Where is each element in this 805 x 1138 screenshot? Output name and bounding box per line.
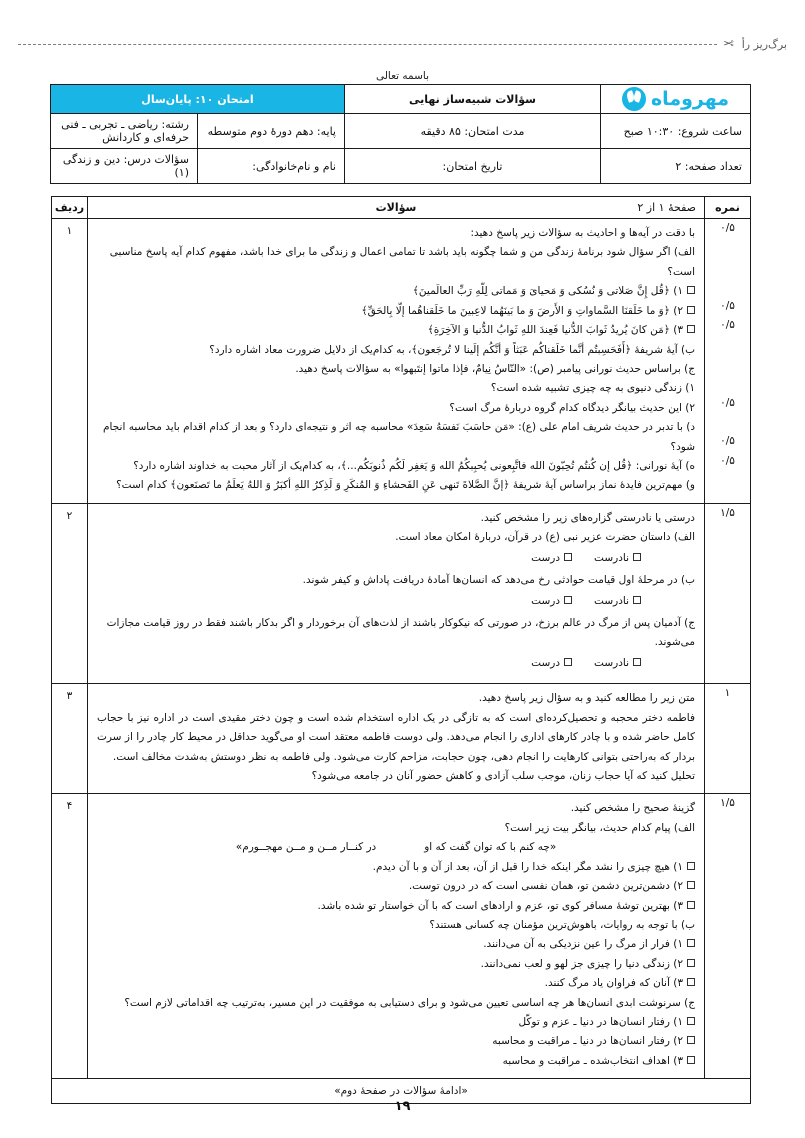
q4-part-a: الف) پیام کدام حدیث، بیانگر بیت زیر است؟	[504, 821, 695, 834]
marks-q2	[705, 503, 751, 683]
publisher-logo	[601, 85, 751, 114]
q1-part-f: و) مهم‌ترین فایدهٔ نماز براساس آیهٔ شریفهٔ ﴿إنَّ الصَّلاةَ تَنهی عَنِ الفَحشاءِ وَ المُنکَرِ وَ لَذِکرُ اللهِ أکبَرُ وَ اللهُ یَعلَمُ ما تَصنَعون﴾ کدام است؟	[116, 479, 695, 492]
poem-hemistich-2: در کنــار مــن و مــن مهجــورم»	[235, 841, 377, 854]
marks-q4	[705, 794, 751, 1079]
q4-a-option-1[interactable]	[97, 858, 695, 877]
mark-line	[705, 277, 750, 296]
q2-statement-c: ج) آدمیان پس از مرگ در عالم برزخ، در صورتی که نیکوکار باشند از لذت‌های آن برخوردار و اگر بدکار باشند فقط در روز قیامت مجازات می‌شوند.	[106, 617, 695, 649]
checkbox-icon[interactable]	[687, 881, 695, 889]
q4-a-option-2[interactable]	[97, 877, 695, 896]
label-true: درست	[531, 594, 561, 607]
butterfly-icon	[622, 87, 646, 111]
q1-option-2[interactable]	[97, 302, 695, 321]
option-text: دشمن‌ترین دشمن تو، همان نفسی است که در درون توست.	[408, 880, 670, 893]
q3-question: تحلیل کنید که آیا حجاب زنان، موجب سلب آزادی و کاهش حضور آنان در جامعه می‌شود؟	[311, 769, 695, 782]
option-number: ۲)	[673, 1035, 683, 1048]
mark-line: ۰/۵	[720, 299, 735, 312]
checkbox-icon[interactable]	[564, 596, 572, 604]
option-text: فرار از مرگ را عین نزدیکی به آن می‌دانند.	[483, 938, 670, 951]
checkbox-icon[interactable]	[687, 978, 695, 986]
q4-part-b: ب) با توجه به روایات، باهوش‌ترین مؤمنان چه کسانی هستند؟	[429, 918, 695, 931]
checkbox-icon[interactable]	[564, 658, 572, 666]
q2-tf-a[interactable]	[97, 549, 695, 568]
poem-hemistich-1: «چه کنم با که توان گفت که او	[424, 841, 557, 854]
label-true: درست	[531, 551, 561, 564]
start-time: ساعت شروع: ۱۰:۳۰ صبح	[601, 114, 751, 149]
marks-q1	[705, 219, 751, 504]
q4-a-option-3[interactable]	[97, 897, 695, 916]
q1-part-e: ه) آیهٔ نورانی: ﴿قُل إن کُنتُم تُحِبّونَ الله فاتَّبِعونی یُحبِبکُمُ الله وَ یَغفِر لَکُم ذُنوبَکُم...﴾، به کدام‌یک از آثار محبت به خداوند اشاره دارد؟	[133, 460, 695, 473]
checkbox-icon[interactable]	[564, 553, 572, 561]
subject-name: سؤالات درس: دین و زندگی (۱)	[51, 149, 198, 184]
question-body-2	[88, 503, 705, 683]
option-number: ۳)	[673, 977, 683, 990]
q1-option-3[interactable]	[97, 321, 695, 340]
dashed-rule	[18, 44, 717, 45]
mark-line: ۱/۵	[720, 506, 735, 519]
exam-type: سؤالات شبیه‌ساز نهایی	[345, 85, 601, 114]
question-number-4: ۴	[52, 794, 88, 1079]
continue-note: «ادامهٔ سؤالات در صفحهٔ دوم»	[52, 1079, 751, 1104]
q1-part-b: ب) آیهٔ شریفهٔ ﴿أَفَحَسِبتُم أنَّما خَلَقناکُم عَبَثاً وَ أنَّکُم إلَینا لا تُرجَعون﴾، به کدام‌یک از دلایل ضرورت معاد اشاره دارد؟	[209, 343, 695, 356]
checkbox-icon[interactable]	[687, 939, 695, 947]
option-number: ۳)	[673, 899, 683, 912]
mark-line	[705, 374, 750, 393]
option-text: اهداف انتخاب‌شده ـ مراقبت و محاسبه	[502, 1054, 670, 1067]
q4-c-option-3[interactable]	[97, 1052, 695, 1071]
checkbox-icon[interactable]	[687, 862, 695, 870]
q3-intro: متن زیر را مطالعه کنید و به سؤال زیر پاسخ دهید.	[478, 692, 695, 705]
question-body-4	[88, 794, 705, 1079]
option-text: زندگی دنیا را چیزی جز لهو و لعب نمی‌دانند.	[480, 957, 670, 970]
field-of-study: رشته: ریاضی ـ تجربی ـ فنی حرفه‌ای و کاردانش	[51, 114, 198, 149]
mark-line: ۰/۵	[720, 396, 735, 409]
q1-option-1[interactable]	[97, 282, 695, 301]
question-row-4	[52, 794, 751, 1079]
option-text: آنان که فراوان یاد مرگ کنند.	[544, 977, 670, 990]
checkbox-icon[interactable]	[687, 1036, 695, 1044]
option-number: ۲)	[673, 957, 683, 970]
q2-a-true[interactable]	[531, 549, 572, 568]
header-row-1	[51, 85, 751, 114]
label-true: درست	[531, 656, 561, 669]
exam-duration: مدت امتحان: ۸۵ دقیقه	[345, 114, 601, 149]
label-false: نادرست	[594, 656, 629, 669]
publisher-name: مهروماه	[650, 88, 730, 110]
checkbox-icon[interactable]	[687, 306, 695, 314]
question-number-1: ۱	[52, 219, 88, 504]
question-number-3: ۳	[52, 684, 88, 794]
basmala: باسمه تعالی	[375, 70, 430, 82]
question-row-1	[52, 219, 751, 504]
checkbox-icon[interactable]	[687, 1056, 695, 1064]
mark-line: ۰/۵	[720, 435, 735, 448]
mark-line: ۰/۵	[720, 318, 735, 331]
q1-part-c: ج) براساس حدیث نورانی پیامبر (ص): «النّاسُ نِیامٌ، فإذا ماتوا إنتَبهوا» به سؤالات پاسخ دهید.	[295, 362, 695, 375]
header-row-3	[51, 149, 751, 184]
question-body-3	[88, 684, 705, 794]
checkbox-icon[interactable]	[687, 901, 695, 909]
checkbox-icon[interactable]	[687, 1017, 695, 1025]
q4-b-option-2[interactable]	[97, 955, 695, 974]
q4-c-option-1[interactable]	[97, 1013, 695, 1032]
label-false: نادرست	[594, 594, 629, 607]
checkbox-icon[interactable]	[687, 325, 695, 333]
checkbox-icon[interactable]	[687, 286, 695, 294]
mark-line: ۱/۵	[720, 797, 735, 810]
header-row-2	[51, 114, 751, 149]
q2-b-true[interactable]	[531, 592, 572, 611]
mark-line	[705, 258, 750, 277]
q2-statement-a: الف) داستان حضرت عزیر نبی (ع) در قرآن، دربارهٔ امکان معاد است.	[395, 531, 695, 544]
checkbox-icon[interactable]	[687, 959, 695, 967]
q4-part-c: ج) سرنوشت ابدی انسان‌ها هر چه اساسی تعیین می‌شود و برای دستیابی به موفقیت در این مسیر، به‌ترتیب چه اقداماتی لازم است؟	[124, 996, 695, 1009]
option-number: ۲)	[673, 880, 683, 893]
q2-statement-b: ب) در مرحلهٔ اول قیامت حوادثی رخ می‌دهد که انسان‌ها آمادهٔ دریافت پاداش و کیفر شوند.	[302, 574, 695, 587]
option-number: ۱)	[673, 938, 683, 951]
exam-title: امتحان ۱۰: پایان‌سال	[51, 85, 345, 114]
question-number-2: ۲	[52, 503, 88, 683]
option-text: ﴿قُل إِنَّ صَلاتی وَ نُسُکی وَ مَحیایَ وَ مَماتی لِلّهِ رَبِّ العالَمینَ﴾	[412, 285, 670, 298]
student-name-field[interactable]: نام و نام‌خانوادگی:	[198, 149, 345, 184]
mark-line: ۱	[724, 687, 731, 700]
q4-b-option-1[interactable]	[97, 935, 695, 954]
questions-table	[51, 196, 751, 1104]
option-number: ۳)	[673, 1054, 683, 1067]
mark-line	[705, 335, 750, 354]
page-number: ۱۹	[394, 1099, 411, 1114]
q4-c-option-2[interactable]	[97, 1032, 695, 1051]
col-header-questions-label: سؤالات	[375, 201, 417, 214]
option-number: ۱)	[673, 860, 683, 873]
q1-part-c-1: ۱) زندگی دنیوی به چه چیزی تشبیه شده است؟	[490, 382, 695, 395]
option-text: رفتار انسان‌ها در دنیا ـ عزم و توکّل	[518, 1016, 670, 1029]
q2-intro: درستی یا نادرستی گزاره‌های زیر را مشخص کنید.	[480, 511, 695, 524]
col-header-questions	[88, 197, 705, 219]
checkbox-icon[interactable]	[633, 553, 641, 561]
mark-line	[705, 413, 750, 432]
q2-c-false[interactable]	[594, 654, 641, 673]
option-text: ﴿مَن کانَ یُریدُ ثَوابَ الدُّنیا فَعِندَ اللهِ ثَوابُ الدُّنیا وَ الآخِرَةِ﴾	[427, 324, 670, 337]
label-false: نادرست	[594, 551, 629, 564]
q1-part-d: د) با تدبر در حدیث شریف امام علی (ع): «مَن حاسَبَ نَفسَهُ سَعِدَ» محاسبه چه اثر و نتیجه‌ای دارد؟ و بعد از کدام اقدام باید محاسبه انجام شود؟	[103, 421, 695, 453]
option-number: ۱)	[673, 285, 683, 298]
table-header-row	[52, 197, 751, 219]
q1-part-a: الف) اگر سؤال شود برنامهٔ زندگی من و شما چگونه باید باشد تا تمامی اعمال و زندگی ما برای خدا باشد، مفهوم کدام آیه پاسخ مناسبی است؟	[109, 246, 695, 278]
option-number: ۳)	[673, 324, 683, 337]
q2-tf-c[interactable]	[97, 654, 695, 673]
mark-line: ۰/۵	[720, 454, 735, 467]
scissors-icon: ✂	[722, 36, 734, 52]
option-text: رفتار انسان‌ها در دنیا ـ مراقبت و محاسبه	[492, 1035, 670, 1048]
q2-a-false[interactable]	[594, 549, 641, 568]
checkbox-icon[interactable]	[633, 658, 641, 666]
option-text: بهترین توشهٔ مسافر کوی تو، عزم و ارادهای است که با آن خواستار تو شده باشد.	[317, 899, 670, 912]
exam-date: تاریخ امتحان:	[345, 149, 601, 184]
mark-line	[705, 355, 750, 374]
q2-tf-b[interactable]	[97, 592, 695, 611]
grade-level: پایه: دهم دورهٔ دوم متوسطه	[198, 114, 345, 149]
question-body-1	[88, 219, 705, 504]
q3-body: فاطمه دختر محجبه و تحصیل‌کرده‌ای است که به تازگی در یک اداره استخدام شده است و چون دختر مقیدی است در اداره نیز با حجاب کامل حاضر شده و با چادر کارهای اداری را انجام می‌دهد. ولی دوست فاطمه معتقد است او می‌گوید حداقل در محیط کار چادر را از سرت بردار که به‌راحتی بتوانی کارهایت را انجام دهی، چون حجابت، مزاحم کارت می‌شود. ولی فاطمه به نظر دوستش به‌شدت مخالف است.	[97, 711, 695, 763]
marks-q3	[705, 684, 751, 794]
option-number: ۲)	[673, 304, 683, 317]
mark-line: ۰/۵	[720, 222, 735, 234]
q4-intro: گزینهٔ صحیح را مشخص کنید.	[570, 802, 695, 815]
page-count: تعداد صفحه: ۲	[601, 149, 751, 184]
option-text: هیچ چیزی را نشد مگر اینکه خدا را قبل از آن، بعد از آن و با آن دیدم.	[372, 860, 670, 873]
q4-poem	[97, 838, 695, 857]
checkbox-icon[interactable]	[633, 596, 641, 604]
q1-part-c-2: ۲) این حدیث بیانگر دیدگاه کدام گروه دربارهٔ مرگ است؟	[449, 401, 695, 414]
question-row-3	[52, 684, 751, 794]
page-indicator: صفحهٔ ۱ از ۲	[637, 201, 696, 214]
q4-b-option-3[interactable]	[97, 974, 695, 993]
option-text: ﴿وَ ما خَلَقنَا السَّماواتِ وَ الأَرضَ وَ ما بَینَهُما لاعِبینَ ما خَلَقناهُما إلّا بِالحَقِّ﴾	[361, 304, 670, 317]
mark-line	[705, 238, 750, 257]
q2-b-false[interactable]	[594, 592, 641, 611]
question-row-2	[52, 503, 751, 683]
exam-header-table	[50, 84, 751, 184]
col-header-row: ردیف	[52, 197, 88, 219]
q1-intro: با دقت در آیه‌ها و احادیث به سؤالات زیر پاسخ دهید:	[470, 227, 695, 239]
cut-line-label: برگ‌ریز رأ	[741, 37, 787, 51]
option-number: ۱)	[673, 1016, 683, 1029]
col-header-mark: نمره	[705, 197, 751, 219]
q2-c-true[interactable]	[531, 654, 572, 673]
cut-line	[18, 34, 787, 54]
